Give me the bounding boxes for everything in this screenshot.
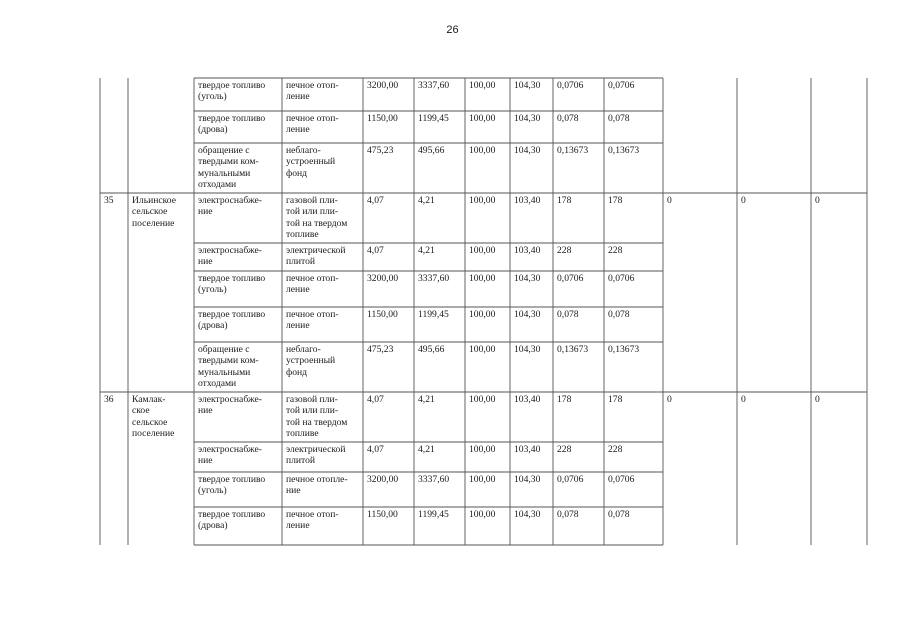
- cell-type-line: той на твердом: [286, 416, 348, 428]
- cell-p1: 100,00: [469, 509, 496, 520]
- cell-type-line: печное отоп-: [286, 80, 339, 91]
- cell-b: 0,0706: [608, 273, 635, 284]
- cell-type-line: печное отопле-: [286, 474, 348, 485]
- cell-type-line: ление: [286, 91, 310, 103]
- cell-a: 0,0706: [557, 273, 584, 284]
- cell-type-line: устроенный: [286, 355, 336, 367]
- cell-service: [198, 113, 265, 136]
- cell-type: [286, 273, 339, 296]
- cell-a: 178: [557, 195, 572, 206]
- settlement-name: [132, 394, 174, 440]
- cell-v2: 1199,45: [418, 113, 449, 124]
- cell-a: 178: [557, 394, 572, 405]
- cell-p2: 104,30: [514, 273, 541, 284]
- cell-a: 228: [557, 444, 572, 455]
- cell-service-line: ние: [198, 206, 213, 218]
- cell-a: 0,0706: [557, 474, 584, 485]
- cell-v1: 475,23: [367, 145, 394, 156]
- cell-a: 0,078: [557, 309, 579, 320]
- cell-service-line: твердое топливо: [198, 80, 266, 91]
- cell-service: [198, 145, 259, 191]
- cell-b: 178: [608, 394, 623, 405]
- settlement-name-line: поселение: [132, 217, 175, 229]
- cell-service-line: ние: [198, 455, 213, 467]
- cell-p1: 100,00: [469, 474, 496, 485]
- settlement-name-line: сельское: [132, 206, 168, 218]
- cell-v2: 1199,45: [418, 509, 449, 520]
- cell-type-line: ление: [286, 520, 310, 532]
- cell-p1: 100,00: [469, 394, 496, 405]
- cell-type-line: фонд: [286, 167, 308, 179]
- cell-service: [198, 245, 262, 268]
- cell-type-line: той или пли-: [286, 405, 339, 417]
- cell-service-line: (дрова): [198, 124, 228, 136]
- cell-service-line: (дрова): [198, 520, 228, 532]
- cell-v2: 4,21: [418, 245, 435, 256]
- cell-p2: 104,30: [514, 309, 541, 320]
- cell-type-line: ление: [286, 124, 310, 136]
- cell-service-line: электроснабже-: [198, 444, 262, 455]
- cell-type-line: той на твердом: [286, 217, 348, 229]
- cell-v2: 3337,60: [418, 474, 450, 485]
- cell-service-line: ние: [198, 405, 213, 417]
- cell-service-line: ние: [198, 256, 213, 268]
- cell-type-line: печное отоп-: [286, 273, 339, 284]
- cell-a: 0,078: [557, 113, 579, 124]
- cell-p2: 104,30: [514, 145, 541, 156]
- settlement-name-line: сельское: [132, 416, 168, 428]
- cell-p1: 100,00: [469, 444, 496, 455]
- cell-type-line: печное отоп-: [286, 309, 339, 320]
- cell-e: 0: [815, 195, 820, 206]
- cell-p2: 104,30: [514, 344, 541, 355]
- cell-service: [198, 273, 265, 296]
- cell-v2: 3337,60: [418, 80, 450, 91]
- cell-v1: 1150,00: [367, 309, 398, 320]
- cell-a: 0,13673: [557, 145, 589, 156]
- cell-service: [198, 474, 265, 497]
- cell-service-line: твердое топливо: [198, 509, 266, 520]
- cell-b: 0,13673: [608, 145, 640, 156]
- cell-service-line: мунальными: [198, 366, 251, 378]
- cell-type-line: ление: [286, 284, 310, 296]
- cell-type-line: плитой: [286, 455, 316, 467]
- cell-b: 0,078: [608, 113, 630, 124]
- cell-v1: 475,23: [367, 344, 394, 355]
- cell-v2: 3337,60: [418, 273, 450, 284]
- cell-a: 0,078: [557, 509, 579, 520]
- cell-service-line: (уголь): [198, 91, 227, 103]
- cell-service-line: обращение с: [198, 145, 250, 156]
- cell-service-line: мунальными: [198, 167, 251, 179]
- cell-e: 0: [815, 394, 820, 405]
- cell-b: 0,13673: [608, 344, 640, 355]
- cell-type-line: неблаго-: [286, 344, 321, 355]
- cell-v1: 3200,00: [367, 80, 399, 91]
- cell-a: 228: [557, 245, 572, 256]
- cell-v2: 4,21: [418, 444, 435, 455]
- cell-p1: 100,00: [469, 145, 496, 156]
- cell-type: [286, 509, 339, 532]
- cell-service-line: твердыми ком-: [198, 355, 259, 367]
- cell-service-line: электроснабже-: [198, 394, 262, 405]
- cell-service-line: обращение с: [198, 344, 250, 355]
- cell-b: 0,0706: [608, 474, 635, 485]
- cell-c: 0: [667, 195, 672, 206]
- cell-v1: 4,07: [367, 444, 384, 455]
- cell-service-line: твердое топливо: [198, 273, 266, 284]
- cell-type: [286, 145, 335, 179]
- cell-v1: 1150,00: [367, 113, 398, 124]
- cell-p2: 104,30: [514, 80, 541, 91]
- cell-p2: 104,30: [514, 113, 541, 124]
- cell-v2: 4,21: [418, 394, 435, 405]
- cell-type-line: газовой пли-: [286, 394, 338, 405]
- cell-v1: 4,07: [367, 394, 384, 405]
- cell-type: [286, 80, 339, 103]
- cell-d: 0: [741, 394, 746, 405]
- page-number: 26: [446, 24, 459, 36]
- cell-p2: 103,40: [514, 245, 541, 256]
- cell-v1: 4,07: [367, 245, 384, 256]
- cell-c: 0: [667, 394, 672, 405]
- cell-type-line: печное отоп-: [286, 113, 339, 124]
- cell-type-line: электрической: [286, 444, 346, 455]
- cell-service: [198, 80, 265, 103]
- cell-service: [198, 509, 265, 532]
- cell-type-line: фонд: [286, 366, 308, 378]
- cell-p1: 100,00: [469, 309, 496, 320]
- cell-type-line: той или пли-: [286, 206, 339, 218]
- cell-p1: 100,00: [469, 273, 496, 284]
- cell-service-line: отходами: [198, 378, 237, 390]
- cell-p2: 103,40: [514, 195, 541, 206]
- cell-type: [286, 195, 347, 241]
- cell-service-line: (уголь): [198, 284, 227, 296]
- cell-type-line: печное отоп-: [286, 509, 339, 520]
- cell-v1: 4,07: [367, 195, 384, 206]
- cell-p2: 103,40: [514, 444, 541, 455]
- cell-type: [286, 113, 339, 136]
- cell-v1: 3200,00: [367, 474, 399, 485]
- cell-b: 0,078: [608, 309, 630, 320]
- settlement-name: [132, 195, 176, 229]
- cell-type-line: ние: [286, 485, 301, 497]
- cell-d: 0: [741, 195, 746, 206]
- cell-service-line: электроснабже-: [198, 195, 262, 206]
- cell-v2: 495,66: [418, 344, 445, 355]
- cell-service: [198, 344, 259, 390]
- cell-service-line: электроснабже-: [198, 245, 262, 256]
- cell-type-line: устроенный: [286, 156, 336, 168]
- cell-service-line: отходами: [198, 179, 237, 191]
- settlement-name-line: Камлак-: [132, 394, 166, 405]
- cell-p2: 103,40: [514, 394, 541, 405]
- cell-type: [286, 344, 335, 378]
- settlement-name-line: ское: [132, 405, 150, 417]
- cell-v1: 3200,00: [367, 273, 399, 284]
- settlement-name-line: поселение: [132, 428, 175, 440]
- cell-type-line: ление: [286, 320, 310, 332]
- cell-type-line: неблаго-: [286, 145, 321, 156]
- cell-a: 0,13673: [557, 344, 589, 355]
- cell-b: 178: [608, 195, 623, 206]
- cell-type-line: плитой: [286, 256, 316, 268]
- cell-service: [198, 195, 262, 218]
- cell-b: 0,078: [608, 509, 630, 520]
- cell-type: [286, 245, 345, 268]
- cell-b: 228: [608, 444, 623, 455]
- cell-p1: 100,00: [469, 344, 496, 355]
- cell-p1: 100,00: [469, 245, 496, 256]
- cell-p1: 100,00: [469, 195, 496, 206]
- cell-service-line: твердое топливо: [198, 474, 266, 485]
- cell-type-line: газовой пли-: [286, 195, 338, 206]
- cell-v2: 495,66: [418, 145, 445, 156]
- cell-type-line: топливе: [286, 229, 319, 241]
- cell-v2: 1199,45: [418, 309, 449, 320]
- cell-b: 0,0706: [608, 80, 635, 91]
- cell-type: [286, 444, 345, 467]
- cell-service-line: (дрова): [198, 320, 228, 332]
- cell-service: [198, 309, 265, 332]
- cell-type: [286, 309, 339, 332]
- cell-v1: 1150,00: [367, 509, 398, 520]
- cell-service-line: твердыми ком-: [198, 156, 259, 168]
- cell-p2: 104,30: [514, 509, 541, 520]
- cell-v2: 4,21: [418, 195, 435, 206]
- cell-p2: 104,30: [514, 474, 541, 485]
- row-number: 35: [104, 195, 114, 206]
- cell-type-line: топливе: [286, 428, 319, 440]
- cell-service-line: твердое топливо: [198, 309, 266, 320]
- cell-type: [286, 474, 348, 497]
- cell-service: [198, 394, 262, 417]
- cell-service-line: твердое топливо: [198, 113, 266, 124]
- cell-p1: 100,00: [469, 80, 496, 91]
- cell-service-line: (уголь): [198, 485, 227, 497]
- settlement-name-line: Ильинское: [132, 195, 176, 206]
- cell-b: 228: [608, 245, 623, 256]
- cell-service: [198, 444, 262, 467]
- cell-type: [286, 394, 347, 440]
- cell-p1: 100,00: [469, 113, 496, 124]
- row-number: 36: [104, 394, 114, 405]
- cell-a: 0,0706: [557, 80, 584, 91]
- cell-type-line: электрической: [286, 245, 346, 256]
